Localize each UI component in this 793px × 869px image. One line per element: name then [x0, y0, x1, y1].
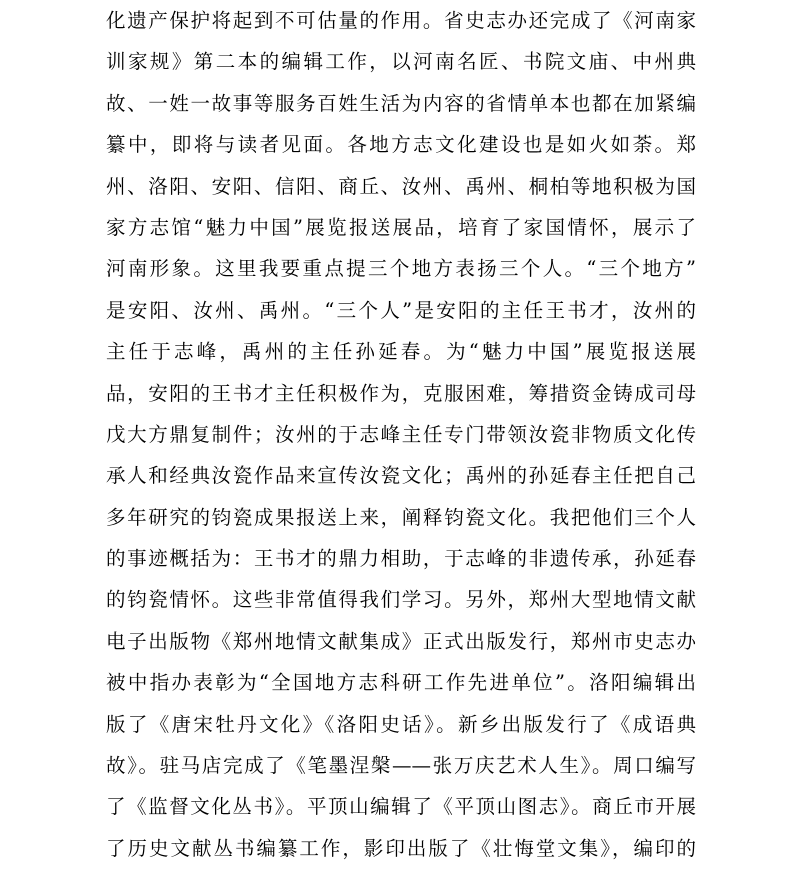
text-line: 了历史文献丛书编纂工作，影印出版了《壮悔堂文集》，编印的: [106, 836, 696, 860]
text-line: 电子出版物《郑州地情文献集成》正式出版发行，郑州市史志办: [106, 629, 696, 653]
text-line: 家方志馆“魅力中国”展览报送展品，培育了家国情怀，展示了: [106, 215, 696, 239]
text-line: 版了《唐宋牡丹文化》《洛阳史话》。新乡出版发行了《成语典: [106, 712, 696, 736]
text-line: 承人和经典汝瓷作品来宣传汝瓷文化；禹州的孙延春主任把自己: [106, 464, 696, 488]
text-line: 主任于志峰，禹州的主任孙延春。为“魅力中国”展览报送展: [106, 340, 696, 364]
text-line: 的事迹概括为：王书才的鼎力相助，于志峰的非遗传承，孙延春: [106, 547, 696, 571]
text-line: 故》。驻马店完成了《笔墨涅槃——张万庆艺术人生》。周口编写: [106, 754, 696, 778]
text-line: 了《监督文化丛书》。平顶山编辑了《平顶山图志》。商丘市开展: [106, 795, 696, 819]
text-line: 训家规》第二本的编辑工作，以河南名匠、书院文庙、中州典: [106, 50, 696, 74]
body-text: [106, 0, 696, 869]
text-line: 多年研究的钧瓷成果报送上来，阐释钧瓷文化。我把他们三个人: [106, 505, 696, 529]
text-line: 被中指办表彰为“全国地方志科研工作先进单位”。洛阳编辑出: [106, 671, 696, 695]
text-line: 是安阳、汝州、禹州。“三个人”是安阳的主任王书才，汝州的: [106, 298, 696, 322]
text-line: 故、一姓一故事等服务百姓生活为内容的省情单本也都在加紧编: [106, 91, 696, 115]
text-line: 品，安阳的王书才主任积极作为，克服困难，筹措资金铸成司母: [106, 381, 696, 405]
text-line: 河南形象。这里我要重点提三个地方表扬三个人。“三个地方”: [106, 257, 696, 281]
text-line: 州、洛阳、安阳、信阳、商丘、汝州、禹州、桐柏等地积极为国: [106, 174, 696, 198]
text-line: 的钧瓷情怀。这些非常值得我们学习。另外，郑州大型地情文献: [106, 588, 696, 612]
text-line: 化遗产保护将起到不可估量的作用。省史志办还完成了《河南家: [106, 9, 696, 32]
text-line: 纂中，即将与读者见面。各地方志文化建设也是如火如荼。郑: [106, 133, 696, 157]
text-line: 戊大方鼎复制件；汝州的于志峰主任专门带领汝瓷非物质文化传: [106, 422, 696, 446]
